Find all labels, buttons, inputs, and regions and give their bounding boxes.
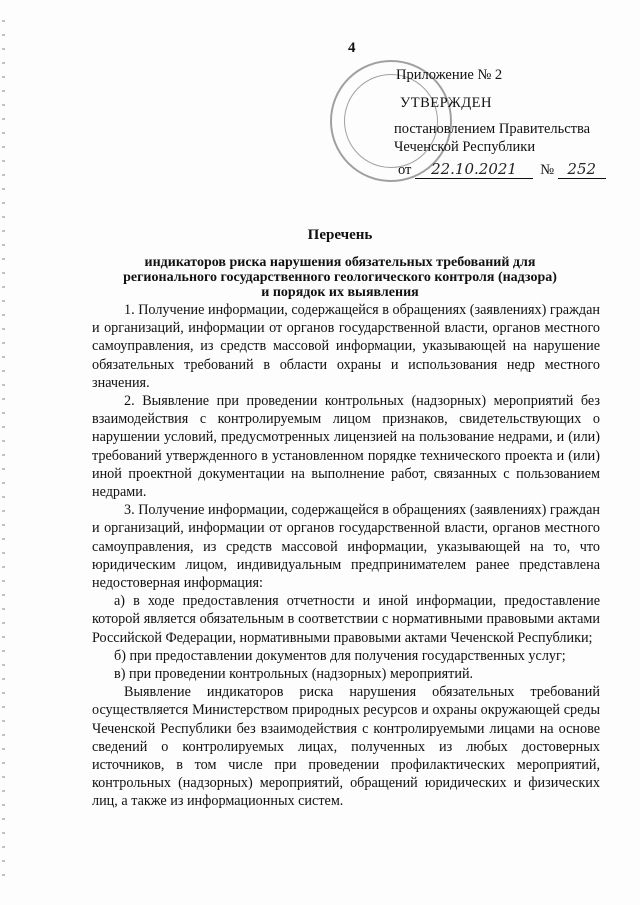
subitem-b: б) при предоставлении документов для получения государственных услуг; (114, 647, 566, 664)
decree-line-1: постановлением Правительства (394, 121, 591, 137)
page-number: 4 (348, 40, 356, 56)
document-body (92, 301, 600, 811)
closing-paragraph: Выявление индикаторов риска нарушения обязательных требований осуществляется Министерством природных ресурсов и охраны окружающей среды Чеченской Республики без взаимодействия с контролируемыми лицами на основе сведений о контролируемых лицах, полученных из любых достоверных источников, в том числе при проведении профилактических мероприятий, контрольных (надзорных) мероприятий, обращений юридических и физических лиц, а также из информационных систем. (92, 684, 600, 810)
number-prefix: № (540, 162, 555, 178)
scan-margin-artifact (2, 20, 5, 880)
title-line-2: регионального государственного геологического контроля (надзора) (123, 270, 557, 285)
subitem-a: а) в ходе предоставления отчетности и иной информации, предоставление которой является обязательным в соответствии с нормативными правовыми актами Российской Федерации, нормативными правовыми актами Чеченской Республики; (92, 593, 600, 646)
decree-date-line (398, 160, 618, 179)
title-heading: Перечень (307, 227, 373, 243)
approved-label: УТВЕРЖДЕН (400, 95, 492, 111)
date-prefix: от (398, 162, 412, 178)
paragraph-1: 1. Получение информации, содержащейся в обращениях (заявлениях) граждан и организаций, информации от органов государственной власти, органов местного самоуправления, из средств массовой информации, указывающей на нарушение обязательных требований в области охраны и использования недр местного значения. (92, 302, 601, 391)
decree-number: 252 (558, 160, 606, 179)
paragraph-2: 2. Выявление при проведении контрольных (надзорных) мероприятий без взаимодействия с контролируемым лицом признаков, свидетельствующих о нарушении условий, предусмотренных лицензией на пользование недрами, и (или) требований утвержденного в установленном порядке технического проекта и (или) иной проектной документации на выполнение работ, связанных с пользованием недрами. (92, 393, 600, 501)
approval-block (378, 66, 618, 179)
subitem-c: в) при проведении контрольных (надзорных) мероприятий. (114, 666, 474, 683)
annex-label: Приложение № 2 (396, 67, 503, 83)
decree-line-2: Чеченской Республики (394, 139, 536, 155)
title-line-1: индикаторов риска нарушения обязательных требований для (144, 255, 536, 270)
paragraph-3: 3. Получение информации, содержащейся в обращениях (заявлениях) граждан и организаций, информации от органов государственной власти, органов местного самоуправления, из средств массовой информации, указывающей на то, что юридическим лицом, индивидуальным предпринимателем ранее представлена недостоверная информация: (92, 502, 601, 592)
title-line-3: и порядок их выявления (261, 285, 419, 300)
document-title (80, 228, 600, 300)
decree-date: 22.10.2021 (415, 160, 533, 179)
